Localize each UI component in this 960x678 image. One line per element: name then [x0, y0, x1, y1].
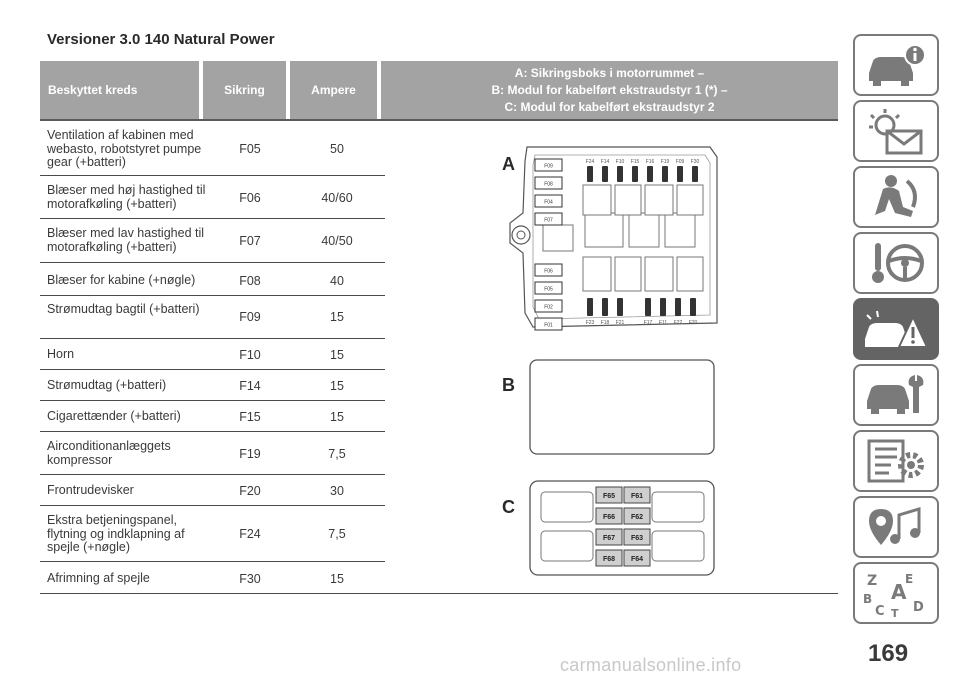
- fuse-label: F24: [585, 159, 595, 165]
- row-ampere: 15: [330, 410, 344, 424]
- fuse: [677, 166, 683, 182]
- tab-dashboard[interactable]: [853, 34, 939, 96]
- row-sikring: F09: [239, 310, 261, 324]
- row-divider: [40, 474, 385, 475]
- tab-multimedia[interactable]: [853, 496, 939, 558]
- header-fuse-box: [381, 61, 838, 119]
- row-ampere: 15: [330, 310, 344, 324]
- row-divider: [40, 262, 385, 263]
- page-number: 169: [868, 640, 909, 667]
- fuse: [690, 298, 696, 316]
- fuse-label: F15: [630, 159, 640, 165]
- fuse: [602, 166, 608, 182]
- row-ampere: 40/50: [321, 234, 353, 248]
- header-sikring: Sikring: [203, 61, 286, 119]
- fuse-label: F21: [615, 320, 625, 326]
- row-ampere: 15: [330, 379, 344, 393]
- starting-driving-icon: [861, 237, 931, 289]
- row-sikring: F07: [239, 234, 261, 248]
- row-sikring: F08: [239, 274, 261, 288]
- header-box-line-c: C: Modul for kabelført ekstraudstyr 2: [504, 99, 715, 114]
- safety-icon: [861, 171, 931, 223]
- multimedia-icon: [861, 501, 931, 553]
- row-kreds: Afrimning af spejle: [47, 571, 150, 585]
- row-kreds: Cigarettænder (+batteri): [47, 409, 181, 423]
- fuse: [587, 298, 593, 316]
- module-c-diagram: [528, 479, 718, 579]
- label-c: C: [502, 497, 515, 517]
- fuse-label: F22: [673, 320, 683, 326]
- row-divider: [40, 400, 385, 401]
- header-kreds: Beskyttet kreds: [40, 61, 199, 119]
- relay-label: F05: [544, 286, 553, 293]
- row-sikring: F15: [239, 410, 261, 424]
- row-ampere: 30: [330, 484, 344, 498]
- relay-label: F07: [544, 217, 553, 224]
- row-kreds: Strømudtag bagtil (+batteri): [47, 302, 200, 316]
- svg-text:C: C: [875, 604, 885, 619]
- row-sikring: F14: [239, 379, 261, 393]
- header-box-line-a: A: Sikringsboks i motorrummet –: [514, 65, 705, 80]
- header-box-line-b: B: Modul for kabelført ekstraudstyr 1 (*) –: [491, 82, 728, 97]
- row-ampere: 40: [330, 274, 344, 288]
- fuse-c-label: F67: [602, 535, 616, 542]
- fuse-label: F18: [600, 320, 610, 326]
- tab-index[interactable]: [853, 562, 939, 624]
- maintenance-icon: [861, 369, 931, 421]
- fuse-label: F19: [660, 159, 670, 165]
- row-divider: [40, 505, 385, 506]
- header-ampere: Ampere: [290, 61, 377, 119]
- row-kreds: Horn: [47, 347, 75, 361]
- row-kreds: Strømudtag (+batteri): [47, 378, 167, 392]
- row-sikring: F05: [239, 142, 261, 156]
- row-divider: [40, 338, 385, 339]
- relay-label: F02: [544, 304, 553, 311]
- row-sikring: F24: [239, 527, 261, 541]
- relay-label: F08: [544, 181, 553, 188]
- relay-label: F01: [544, 322, 553, 329]
- fuse: [587, 166, 593, 182]
- row-sikring: F20: [239, 484, 261, 498]
- fuse: [617, 166, 623, 182]
- fuse-label: F17: [643, 320, 653, 326]
- row-kreds: Blæser med høj hastighed til motorafkøling (+batteri): [47, 183, 206, 211]
- tab-technical-data[interactable]: [853, 430, 939, 492]
- emergency-icon: [861, 303, 931, 355]
- tab-warning-lights[interactable]: [853, 100, 939, 162]
- row-ampere: 40/60: [321, 191, 353, 205]
- warning-lights-icon: [861, 105, 931, 157]
- row-sikring: F06: [239, 191, 261, 205]
- fuse-label: F10: [615, 159, 625, 165]
- row-kreds: Ventilation af kabinen med webasto, robotstyret pumpe gear (+batteri): [47, 128, 202, 169]
- row-kreds: Frontrudevisker: [47, 483, 134, 497]
- row-kreds: Blæser med lav hastighed til motorafkøling (+batteri): [47, 226, 205, 254]
- row-ampere: 15: [330, 572, 344, 586]
- row-divider: [40, 561, 385, 562]
- fuse: [675, 298, 681, 316]
- dashboard-info-icon: [861, 39, 931, 91]
- row-divider: [40, 175, 385, 176]
- fuse-c-label: F68: [602, 556, 616, 563]
- fuse-label: F20: [688, 320, 698, 326]
- fuse-c-label: F66: [602, 514, 616, 521]
- row-sikring: F30: [239, 572, 261, 586]
- row-kreds: Airconditionanlæggets kompressor: [47, 439, 171, 467]
- tab-safety[interactable]: [853, 166, 939, 228]
- tab-starting-driving[interactable]: [853, 232, 939, 294]
- fuse-label: F14: [600, 159, 610, 165]
- row-ampere: 50: [330, 142, 344, 156]
- fuse-box-a-diagram: [505, 135, 725, 335]
- technical-data-icon: [861, 435, 931, 487]
- tab-maintenance[interactable]: [853, 364, 939, 426]
- svg-text:Z: Z: [867, 573, 878, 589]
- page-title: Versioner 3.0 140 Natural Power: [47, 31, 275, 48]
- fuse: [617, 298, 623, 316]
- row-divider: [40, 295, 385, 296]
- fuse: [632, 166, 638, 182]
- module-b-diagram: [528, 358, 718, 458]
- svg-text:A: A: [891, 580, 907, 604]
- row-ampere: 7,5: [328, 447, 346, 461]
- fuse-c-label: F62: [630, 514, 644, 521]
- row-sikring: F19: [239, 447, 261, 461]
- row-divider: [40, 369, 385, 370]
- svg-text:B: B: [863, 592, 873, 606]
- svg-text:D: D: [913, 600, 924, 615]
- tab-emergency[interactable]: [853, 298, 939, 360]
- fuse: [647, 166, 653, 182]
- svg-text:E: E: [905, 572, 914, 586]
- table-header: [0, 61, 838, 119]
- row-divider: [40, 431, 385, 432]
- row-sikring: F10: [239, 348, 261, 362]
- fuse: [645, 298, 651, 316]
- fuse-label: F23: [585, 320, 595, 326]
- row-divider: [40, 218, 385, 219]
- fuse-label: F30: [690, 159, 700, 165]
- row-kreds: Ekstra betjeningspanel, flytning og indklapning af spejle (+nøgle): [47, 513, 185, 554]
- table-bottom-line: [40, 593, 838, 594]
- fuse-label: F09: [675, 159, 685, 165]
- row-ampere: 7,5: [328, 527, 346, 541]
- label-b: B: [502, 375, 515, 395]
- index-icon: [861, 567, 931, 619]
- fuse-label: F16: [645, 159, 655, 165]
- fuse: [602, 298, 608, 316]
- fuse: [660, 298, 666, 316]
- relay-label: F09: [544, 163, 553, 170]
- fuse-c-label: F64: [630, 556, 644, 563]
- row-kreds: Blæser for kabine (+nøgle): [47, 273, 196, 287]
- fuse-c-label: F65: [602, 493, 616, 500]
- relay-label: F04: [544, 199, 553, 206]
- fuse-c-label: F63: [630, 535, 644, 542]
- header-divider: [40, 119, 838, 121]
- fuse-c-label: F61: [630, 493, 644, 500]
- fuse-label: F11: [658, 320, 668, 326]
- fuse: [692, 166, 698, 182]
- fuse: [662, 166, 668, 182]
- label-a: A: [502, 154, 515, 174]
- relay-label: F06: [544, 268, 553, 275]
- watermark: carmanualsonline.info: [560, 655, 742, 675]
- row-ampere: 15: [330, 348, 344, 362]
- svg-text:T: T: [891, 607, 899, 619]
